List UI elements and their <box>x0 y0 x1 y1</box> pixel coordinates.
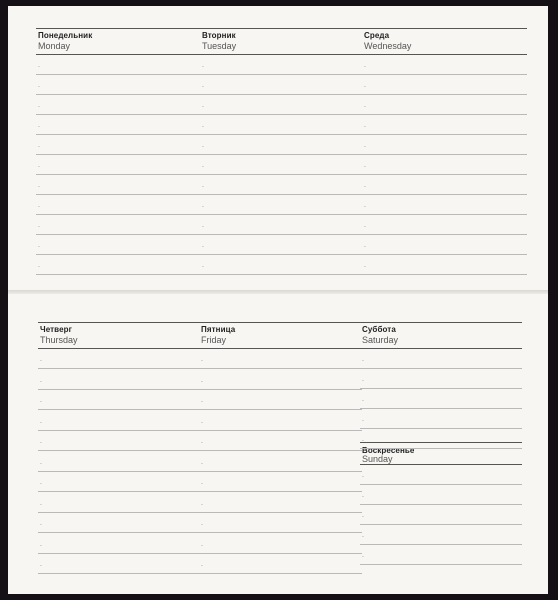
writing-line[interactable] <box>362 174 527 175</box>
writing-line[interactable] <box>38 409 203 410</box>
writing-line[interactable] <box>362 254 527 255</box>
line-marker: . <box>202 222 204 229</box>
line-marker: . <box>201 417 203 425</box>
sunday-header <box>360 442 522 465</box>
line-marker: . <box>38 102 40 109</box>
weekend-column <box>360 322 522 572</box>
line-marker: . <box>40 458 42 466</box>
writing-line[interactable] <box>200 214 365 215</box>
writing-line[interactable] <box>199 450 362 451</box>
line-marker: . <box>362 436 364 443</box>
line-marker: . <box>38 142 40 149</box>
sunday-en-label: Sunday <box>362 454 393 464</box>
tuesday-ru-label: Вторник <box>202 31 236 40</box>
line-marker: . <box>40 479 42 486</box>
line-marker: . <box>40 540 42 548</box>
writing-line[interactable] <box>36 174 201 175</box>
line-marker: . <box>38 62 40 69</box>
writing-line[interactable] <box>199 471 362 472</box>
line-marker: . <box>40 499 42 507</box>
line-marker: . <box>364 202 366 209</box>
writing-line[interactable] <box>362 94 527 95</box>
bottom-page <box>8 294 548 594</box>
line-marker: . <box>201 376 203 384</box>
line-marker: . <box>364 162 366 169</box>
tuesday-en-label: Tuesday <box>202 41 237 51</box>
writing-line[interactable] <box>36 214 201 215</box>
writing-line[interactable] <box>36 74 201 75</box>
writing-line[interactable] <box>36 114 201 115</box>
monday-ru-label: Понедельник <box>38 31 93 40</box>
line-marker: . <box>201 397 203 404</box>
writing-line[interactable] <box>362 114 527 115</box>
line-marker: . <box>38 202 40 209</box>
writing-line[interactable] <box>36 274 201 275</box>
line-marker: . <box>40 520 42 527</box>
thursday-column <box>38 322 203 572</box>
line-marker: . <box>364 102 366 109</box>
line-marker: . <box>38 242 40 249</box>
line-marker: . <box>362 552 364 559</box>
line-marker: . <box>364 242 366 249</box>
writing-line[interactable] <box>199 491 362 492</box>
line-marker: . <box>364 262 366 269</box>
friday-ru-label: Пятница <box>201 325 236 334</box>
writing-line[interactable] <box>362 194 527 195</box>
writing-line[interactable] <box>38 430 203 431</box>
line-marker: . <box>40 397 42 404</box>
writing-line[interactable] <box>360 388 522 389</box>
writing-line[interactable] <box>200 254 365 255</box>
writing-line[interactable] <box>362 214 527 215</box>
writing-line[interactable] <box>200 234 365 235</box>
writing-line[interactable] <box>362 234 527 235</box>
writing-line[interactable] <box>38 512 203 513</box>
line-marker: . <box>201 540 203 548</box>
writing-line[interactable] <box>360 368 522 369</box>
line-marker: . <box>201 438 203 445</box>
writing-line[interactable] <box>38 471 203 472</box>
line-marker: . <box>38 162 40 169</box>
line-marker: . <box>202 102 204 109</box>
wednesday-en-label: Wednesday <box>364 41 412 51</box>
wednesday-ru-label: Среда <box>364 31 390 40</box>
line-marker: . <box>362 396 364 403</box>
writing-line[interactable] <box>360 564 522 565</box>
writing-line[interactable] <box>200 74 365 75</box>
monday-header <box>36 28 201 55</box>
line-marker: . <box>362 492 364 499</box>
top-page <box>8 6 548 290</box>
line-marker: . <box>362 416 364 423</box>
line-marker: . <box>40 376 42 384</box>
line-marker: . <box>362 472 364 479</box>
line-marker: . <box>40 438 42 445</box>
monday-en-label: Monday <box>38 41 71 51</box>
line-marker: . <box>202 202 204 209</box>
friday-en-label: Friday <box>201 335 227 345</box>
writing-line[interactable] <box>360 428 522 429</box>
line-marker: . <box>202 142 204 149</box>
line-marker: . <box>40 561 42 568</box>
writing-line[interactable] <box>36 254 201 255</box>
friday-column <box>199 322 362 572</box>
writing-line[interactable] <box>200 154 365 155</box>
line-marker: . <box>38 262 40 269</box>
writing-line[interactable] <box>199 573 362 574</box>
writing-line[interactable] <box>360 484 522 485</box>
writing-line[interactable] <box>200 174 365 175</box>
writing-line[interactable] <box>200 274 365 275</box>
writing-line[interactable] <box>199 389 362 390</box>
thursday-en-label: Thursday <box>40 335 78 345</box>
writing-line[interactable] <box>38 491 203 492</box>
line-marker: . <box>201 499 203 507</box>
line-marker: . <box>202 262 204 269</box>
line-marker: . <box>364 222 366 229</box>
line-marker: . <box>201 520 203 527</box>
wednesday-header <box>362 28 527 55</box>
line-marker: . <box>364 82 366 89</box>
line-marker: . <box>362 376 364 383</box>
line-marker: . <box>40 417 42 425</box>
writing-line[interactable] <box>36 234 201 235</box>
line-marker: . <box>364 122 366 129</box>
writing-line[interactable] <box>199 553 362 554</box>
line-marker: . <box>364 62 366 69</box>
line-marker: . <box>38 182 40 189</box>
sunday-ru-label: Воскресенье <box>362 446 415 455</box>
line-marker: . <box>202 162 204 169</box>
line-marker: . <box>201 561 203 568</box>
writing-line[interactable] <box>199 532 362 533</box>
writing-line[interactable] <box>360 448 522 449</box>
writing-line[interactable] <box>199 368 362 369</box>
line-marker: . <box>38 82 40 89</box>
writing-line[interactable] <box>360 544 522 545</box>
line-marker: . <box>202 122 204 129</box>
writing-line[interactable] <box>38 368 203 369</box>
saturday-ru-label: Суббота <box>362 325 396 334</box>
writing-line[interactable] <box>360 504 522 505</box>
line-marker: . <box>40 356 42 363</box>
writing-line[interactable] <box>362 154 527 155</box>
writing-line[interactable] <box>38 532 203 533</box>
writing-line[interactable] <box>362 274 527 275</box>
line-marker: . <box>38 122 40 129</box>
tuesday-column <box>200 28 365 278</box>
line-marker: . <box>362 512 364 519</box>
writing-line[interactable] <box>360 524 522 525</box>
writing-line[interactable] <box>38 573 203 574</box>
writing-line[interactable] <box>362 134 527 135</box>
writing-line[interactable] <box>200 134 365 135</box>
line-marker: . <box>202 62 204 69</box>
writing-line[interactable] <box>200 194 365 195</box>
writing-line[interactable] <box>36 94 201 95</box>
writing-line[interactable] <box>199 409 362 410</box>
writing-line[interactable] <box>199 430 362 431</box>
friday-header <box>199 322 362 349</box>
line-marker: . <box>201 458 203 466</box>
line-marker: . <box>201 356 203 363</box>
thursday-header <box>38 322 203 349</box>
tuesday-header <box>200 28 365 55</box>
line-marker: . <box>364 182 366 189</box>
thursday-ru-label: Четверг <box>40 325 73 334</box>
writing-line[interactable] <box>36 194 201 195</box>
line-marker: . <box>202 182 204 189</box>
saturday-header <box>360 322 522 349</box>
line-marker: . <box>38 222 40 229</box>
line-marker: . <box>202 82 204 89</box>
writing-line[interactable] <box>200 114 365 115</box>
writing-line[interactable] <box>38 450 203 451</box>
writing-line[interactable] <box>36 134 201 135</box>
writing-line[interactable] <box>360 408 522 409</box>
writing-line[interactable] <box>38 553 203 554</box>
monday-column <box>36 28 201 278</box>
line-marker: . <box>364 142 366 149</box>
writing-line[interactable] <box>200 94 365 95</box>
writing-line[interactable] <box>199 512 362 513</box>
line-marker: . <box>202 242 204 249</box>
saturday-en-label: Saturday <box>362 335 399 345</box>
writing-line[interactable] <box>38 389 203 390</box>
writing-line[interactable] <box>36 154 201 155</box>
wednesday-column <box>362 28 527 278</box>
line-marker: . <box>362 356 364 363</box>
line-marker: . <box>201 479 203 486</box>
writing-line[interactable] <box>362 74 527 75</box>
line-marker: . <box>362 532 364 539</box>
